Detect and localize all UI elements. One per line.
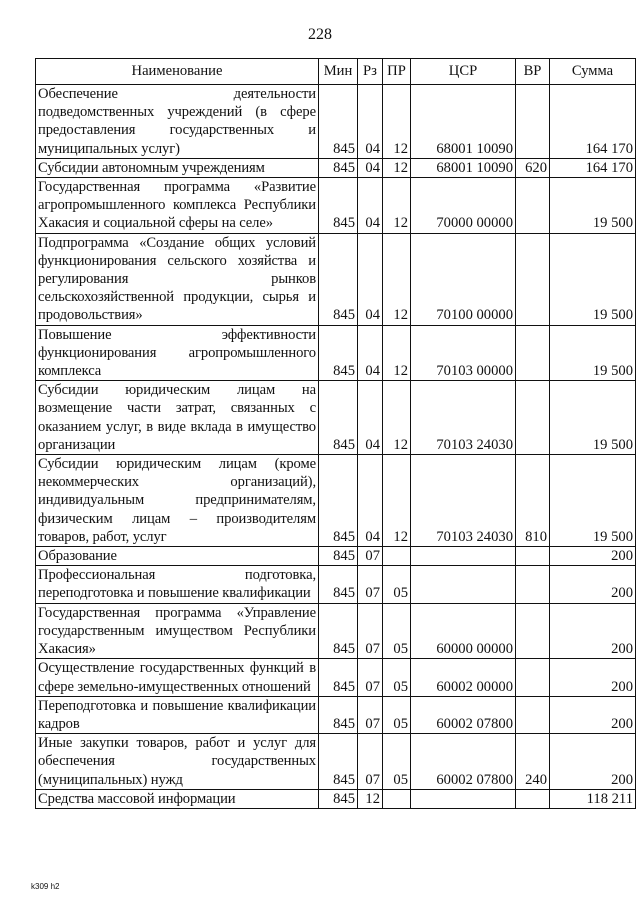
row-name: Субсидии юридическим лицам на возмещение части затрат, связанных с оказанием услуг, в виде вклада в имущество организации <box>36 381 319 455</box>
row-rz: 04 <box>358 381 383 455</box>
row-vr: 240 <box>516 734 550 790</box>
page-number: 228 <box>308 26 332 43</box>
row-vr <box>516 566 550 603</box>
row-name: Переподготовка и повышение квалификации кадров <box>36 696 319 733</box>
row-name: Иные закупки товаров, работ и услуг для обеспечения государственных (муниципальных) нужд <box>36 734 319 790</box>
row-sum: 164 170 <box>550 85 636 159</box>
row-min: 845 <box>319 178 358 234</box>
row-min: 845 <box>319 381 358 455</box>
row-pr <box>383 789 411 808</box>
row-sum: 200 <box>550 659 636 696</box>
row-min: 845 <box>319 659 358 696</box>
row-csr: 70103 24030 <box>411 381 516 455</box>
row-vr <box>516 789 550 808</box>
row-pr: 12 <box>383 233 411 325</box>
row-name: Субсидии юридическим лицам (кроме некоммерческих организаций), индивидуальным предпринимателям, физическим лицам – производителям товаров, работ, услуг <box>36 455 319 547</box>
row-min: 845 <box>319 734 358 790</box>
table-row <box>36 659 636 696</box>
table-row <box>36 158 636 177</box>
header-name: Наименование <box>36 59 319 85</box>
row-sum: 200 <box>550 734 636 790</box>
row-csr: 68001 10090 <box>411 85 516 159</box>
row-sum: 200 <box>550 547 636 566</box>
row-name: Обеспечение деятельности подведомственных учреждений (в сфере предоставления государственных и муниципальных услуг) <box>36 85 319 159</box>
row-min: 845 <box>319 603 358 659</box>
table-row <box>36 325 636 381</box>
row-pr: 12 <box>383 178 411 234</box>
row-pr: 12 <box>383 325 411 381</box>
row-pr <box>383 547 411 566</box>
table-row <box>36 178 636 234</box>
row-csr: 60002 07800 <box>411 734 516 790</box>
table-header-row <box>36 59 636 85</box>
row-vr: 620 <box>516 158 550 177</box>
row-vr: 810 <box>516 455 550 547</box>
row-csr: 60002 07800 <box>411 696 516 733</box>
row-sum: 19 500 <box>550 233 636 325</box>
row-rz: 04 <box>358 158 383 177</box>
row-pr: 12 <box>383 158 411 177</box>
row-csr: 70100 00000 <box>411 233 516 325</box>
table-row <box>36 696 636 733</box>
row-min: 845 <box>319 85 358 159</box>
row-min: 845 <box>319 158 358 177</box>
row-vr <box>516 233 550 325</box>
row-rz: 04 <box>358 85 383 159</box>
table-row <box>36 789 636 808</box>
row-pr: 05 <box>383 659 411 696</box>
row-pr: 05 <box>383 566 411 603</box>
header-vr: ВР <box>516 59 550 85</box>
row-rz: 12 <box>358 789 383 808</box>
table-row <box>36 603 636 659</box>
row-name: Образование <box>36 547 319 566</box>
row-csr <box>411 789 516 808</box>
row-name: Профессиональная подготовка, переподготовка и повышение квалификации <box>36 566 319 603</box>
row-sum: 200 <box>550 696 636 733</box>
row-rz: 04 <box>358 455 383 547</box>
footer-code: k309 h2 <box>31 882 60 891</box>
row-rz: 07 <box>358 547 383 566</box>
row-pr: 05 <box>383 603 411 659</box>
row-sum: 200 <box>550 603 636 659</box>
row-sum: 200 <box>550 566 636 603</box>
row-vr <box>516 696 550 733</box>
table-row <box>36 381 636 455</box>
row-vr <box>516 381 550 455</box>
table-row <box>36 547 636 566</box>
row-name: Подпрограмма «Создание общих условий функционирования сельского хозяйства и регулирования рынков сельскохозяйственной продукции, сырья и продовольствия» <box>36 233 319 325</box>
row-pr: 12 <box>383 85 411 159</box>
budget-table <box>35 58 636 809</box>
row-name: Государственная программа «Управление государственным имуществом Республики Хакасия» <box>36 603 319 659</box>
row-rz: 04 <box>358 178 383 234</box>
row-rz: 07 <box>358 603 383 659</box>
row-vr <box>516 659 550 696</box>
row-sum: 19 500 <box>550 325 636 381</box>
header-rz: Рз <box>358 59 383 85</box>
row-sum: 19 500 <box>550 455 636 547</box>
row-min: 845 <box>319 233 358 325</box>
row-pr: 05 <box>383 696 411 733</box>
row-sum: 118 211 <box>550 789 636 808</box>
row-vr <box>516 178 550 234</box>
row-csr: 68001 10090 <box>411 158 516 177</box>
table-row <box>36 566 636 603</box>
row-csr <box>411 547 516 566</box>
row-min: 845 <box>319 696 358 733</box>
table-row <box>36 233 636 325</box>
row-pr: 05 <box>383 734 411 790</box>
row-sum: 19 500 <box>550 381 636 455</box>
row-csr: 70103 00000 <box>411 325 516 381</box>
header-csr: ЦСР <box>411 59 516 85</box>
header-pr: ПР <box>383 59 411 85</box>
row-pr: 12 <box>383 455 411 547</box>
header-sum: Сумма <box>550 59 636 85</box>
row-rz: 07 <box>358 659 383 696</box>
table-row <box>36 734 636 790</box>
row-vr <box>516 547 550 566</box>
row-csr: 70000 00000 <box>411 178 516 234</box>
row-min: 845 <box>319 789 358 808</box>
row-rz: 07 <box>358 696 383 733</box>
row-rz: 07 <box>358 734 383 790</box>
row-vr <box>516 603 550 659</box>
row-pr: 12 <box>383 381 411 455</box>
row-min: 845 <box>319 566 358 603</box>
row-name: Субсидии автономным учреждениям <box>36 158 319 177</box>
row-name: Повышение эффективности функционирования агропромышленного комплекса <box>36 325 319 381</box>
row-csr: 60000 00000 <box>411 603 516 659</box>
row-vr <box>516 85 550 159</box>
row-rz: 04 <box>358 325 383 381</box>
row-name: Средства массовой информации <box>36 789 319 808</box>
row-min: 845 <box>319 455 358 547</box>
row-sum: 19 500 <box>550 178 636 234</box>
row-vr <box>516 325 550 381</box>
row-rz: 07 <box>358 566 383 603</box>
row-name: Государственная программа «Развитие агропромышленного комплекса Республики Хакасия и социальной сферы на селе» <box>36 178 319 234</box>
row-sum: 164 170 <box>550 158 636 177</box>
table-row <box>36 455 636 547</box>
header-min: Мин <box>319 59 358 85</box>
row-csr: 70103 24030 <box>411 455 516 547</box>
table-row <box>36 85 636 159</box>
row-min: 845 <box>319 325 358 381</box>
row-csr <box>411 566 516 603</box>
row-name: Осуществление государственных функций в сфере земельно-имущественных отношений <box>36 659 319 696</box>
row-csr: 60002 00000 <box>411 659 516 696</box>
row-min: 845 <box>319 547 358 566</box>
row-rz: 04 <box>358 233 383 325</box>
